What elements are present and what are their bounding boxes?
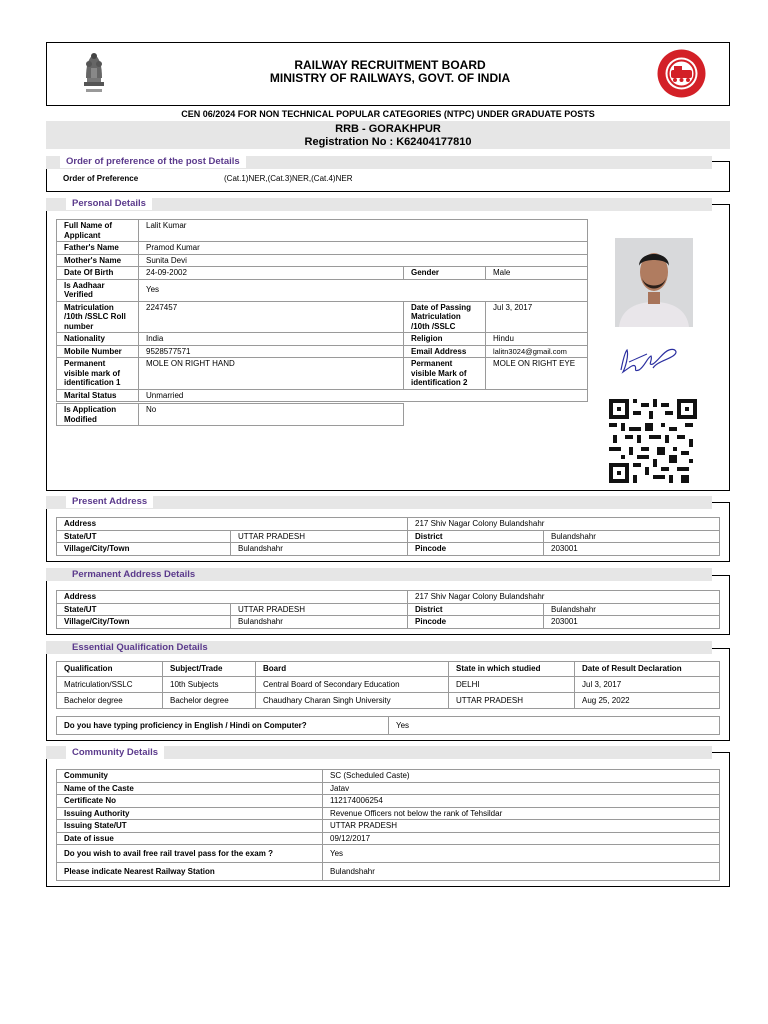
table-cell: Central Board of Secondary Education <box>256 677 449 693</box>
personal-section-title: Personal Details <box>66 197 152 210</box>
table-row <box>57 820 720 833</box>
table-cell: Chaudhary Charan Singh University <box>256 693 449 709</box>
present-village-value: Bulandshahr <box>231 543 408 556</box>
rrb-name: RRB - GORAKHPUR <box>335 123 441 135</box>
gender-value: Male <box>486 267 588 280</box>
typing-label: Do you have typing proficiency in English / Hindi on Computer? <box>57 717 389 735</box>
table-row <box>57 591 720 604</box>
community-value: SC (Scheduled Caste) <box>323 770 720 783</box>
nationality-value: India <box>139 333 404 346</box>
modified-table <box>56 403 404 426</box>
header-title-1: RAILWAY RECRUITMENT BOARD <box>294 58 486 72</box>
present-state-value: UTTAR PRADESH <box>231 530 408 543</box>
permanent-address-value: 217 Shiv Nagar Colony Bulandshahr <box>408 591 720 604</box>
present-pincode-value: 203001 <box>544 543 720 556</box>
mark1-value: MOLE ON RIGHT HAND <box>139 358 404 390</box>
typing-table <box>56 716 720 735</box>
full-name-label: Full Name of Applicant <box>57 220 139 242</box>
matric-label: Matriculation /10th /SSLC Roll number <box>57 301 139 333</box>
present-district-value: Bulandshahr <box>544 530 720 543</box>
father-label: Father's Name <box>57 242 139 255</box>
table-cell: UTTAR PRADESH <box>449 693 575 709</box>
table-row <box>57 242 588 255</box>
permanent-district-label: District <box>408 603 544 616</box>
mobile-label: Mobile Number <box>57 345 139 358</box>
present-village-label: Village/City/Town <box>57 543 231 556</box>
personal-table <box>56 219 588 402</box>
email-label: Email Address <box>404 345 486 358</box>
table-cell: Bachelor degree <box>163 693 256 709</box>
mark2-value: MOLE ON RIGHT EYE <box>486 358 588 390</box>
qualification-header: Qualification <box>57 662 163 677</box>
community-table <box>56 769 720 881</box>
present-state-label: State/UT <box>57 530 231 543</box>
preference-value: (Cat.1)NER,(Cat.3)NER,(Cat.4)NER <box>224 174 353 183</box>
permanent-state-value: UTTAR PRADESH <box>231 603 408 616</box>
table-row <box>57 845 720 863</box>
present-address-table <box>56 517 720 556</box>
typing-value: Yes <box>389 717 720 735</box>
table-cell: Aug 25, 2022 <box>575 693 720 709</box>
registration-number: Registration No : K62404177810 <box>304 136 472 148</box>
present-district-label: District <box>408 530 544 543</box>
full-name-value: Lalit Kumar <box>139 220 588 242</box>
state-header: State in which studied <box>449 662 575 677</box>
table-row <box>57 358 588 390</box>
issue-date-value: 09/12/2017 <box>323 832 720 845</box>
table-cell: Bachelor degree <box>57 693 163 709</box>
issuing-authority-value: Revenue Officers not below the rank of Tehsildar <box>323 807 720 820</box>
email-value: lalitn3024@gmail.com <box>486 345 588 358</box>
board-header: Board <box>256 662 449 677</box>
permanent-village-label: Village/City/Town <box>57 616 231 629</box>
table-row <box>57 616 720 629</box>
mark1-label: Permanent visible mark of identification 1 <box>57 358 139 390</box>
table-row <box>57 717 720 735</box>
aadhaar-label: Is Aadhaar Verified <box>57 279 139 301</box>
table-row <box>57 543 720 556</box>
table-row <box>57 301 588 333</box>
mark2-label: Permanent visible Mark of identification 2 <box>404 358 486 390</box>
table-row <box>57 389 588 402</box>
table-row <box>57 518 720 531</box>
table-cell: Jul 3, 2017 <box>575 677 720 693</box>
nationality-label: Nationality <box>57 333 139 346</box>
permanent-address-label: Address <box>57 591 408 604</box>
header-title-2: MINISTRY OF RAILWAYS, GOVT. OF INDIA <box>269 71 511 85</box>
rail-pass-label: Do you wish to avail free rail travel pass for the exam ? <box>57 845 323 863</box>
table-cell: Matriculation/SSLC <box>57 677 163 693</box>
modified-label: Is Application Modified <box>57 404 139 426</box>
present-address-section-title: Present Address <box>66 495 153 508</box>
railway-station-label: Please indicate Nearest Railway Station <box>57 863 323 881</box>
table-row <box>57 603 720 616</box>
mobile-value: 9528577571 <box>139 345 404 358</box>
issuing-state-value: UTTAR PRADESH <box>323 820 720 833</box>
table-row <box>57 345 588 358</box>
father-value: Pramod Kumar <box>139 242 588 255</box>
qualification-table <box>56 661 720 709</box>
table-row <box>57 677 720 693</box>
rail-pass-value: Yes <box>323 845 720 863</box>
dob-label: Date Of Birth <box>57 267 139 280</box>
permanent-address-table <box>56 590 720 629</box>
caste-label: Name of the Caste <box>57 782 323 795</box>
table-row <box>57 404 404 426</box>
table-row <box>57 782 720 795</box>
issuing-state-label: Issuing State/UT <box>57 820 323 833</box>
present-address-value: 217 Shiv Nagar Colony Bulandshahr <box>408 518 720 531</box>
subject-header: Subject/Trade <box>163 662 256 677</box>
certificate-value: 112174006254 <box>323 795 720 808</box>
table-row <box>57 863 720 881</box>
table-row <box>57 770 720 783</box>
present-address-label: Address <box>57 518 408 531</box>
matric-value: 2247457 <box>139 301 404 333</box>
permanent-pincode-label: Pincode <box>408 616 544 629</box>
marital-value: Unmarried <box>139 389 588 402</box>
present-pincode-label: Pincode <box>408 543 544 556</box>
table-row <box>57 807 720 820</box>
permanent-village-value: Bulandshahr <box>231 616 408 629</box>
table-row <box>57 693 720 709</box>
signature-image <box>617 342 685 378</box>
modified-value: No <box>139 404 404 426</box>
railway-station-value: Bulandshahr <box>323 863 720 881</box>
table-row <box>57 279 588 301</box>
permanent-district-value: Bulandshahr <box>544 603 720 616</box>
table-row <box>57 267 588 280</box>
religion-value: Hindu <box>486 333 588 346</box>
issuing-authority-label: Issuing Authority <box>57 807 323 820</box>
emblem-icon <box>78 48 110 96</box>
community-section-title: Community Details <box>66 746 164 759</box>
issue-date-label: Date of issue <box>57 832 323 845</box>
passing-value: Jul 3, 2017 <box>486 301 588 333</box>
community-label: Community <box>57 770 323 783</box>
indian-railways-logo-icon <box>657 49 706 98</box>
applicant-photo <box>615 238 693 327</box>
table-row <box>57 254 588 267</box>
qualification-section-title: Essential Qualification Details <box>66 641 214 654</box>
table-row <box>57 333 588 346</box>
dob-value: 24-09-2002 <box>139 267 404 280</box>
permanent-address-section-title: Permanent Address Details <box>66 568 201 581</box>
cen-title: CEN 06/2024 FOR NON TECHNICAL POPULAR CATEGORIES (NTPC) UNDER GRADUATE POSTS <box>181 109 595 119</box>
qr-code-icon <box>609 399 697 483</box>
caste-value: Jatav <box>323 782 720 795</box>
table-row <box>57 662 720 677</box>
result-date-header: Date of Result Declaration <box>575 662 720 677</box>
religion-label: Religion <box>404 333 486 346</box>
mother-value: Sunita Devi <box>139 254 588 267</box>
aadhaar-value: Yes <box>139 279 588 301</box>
table-row <box>57 530 720 543</box>
table-cell: 10th Subjects <box>163 677 256 693</box>
preference-label: Order of Preference <box>63 174 139 183</box>
permanent-state-label: State/UT <box>57 603 231 616</box>
table-row <box>57 795 720 808</box>
table-row <box>57 220 588 242</box>
gender-label: Gender <box>404 267 486 280</box>
table-row <box>57 832 720 845</box>
mother-label: Mother's Name <box>57 254 139 267</box>
certificate-label: Certificate No <box>57 795 323 808</box>
permanent-pincode-value: 203001 <box>544 616 720 629</box>
preference-section-title: Order of preference of the post Details <box>60 155 246 168</box>
table-cell: DELHI <box>449 677 575 693</box>
marital-label: Marital Status <box>57 389 139 402</box>
passing-label: Date of Passing Matriculation /10th /SSLC <box>404 301 486 333</box>
